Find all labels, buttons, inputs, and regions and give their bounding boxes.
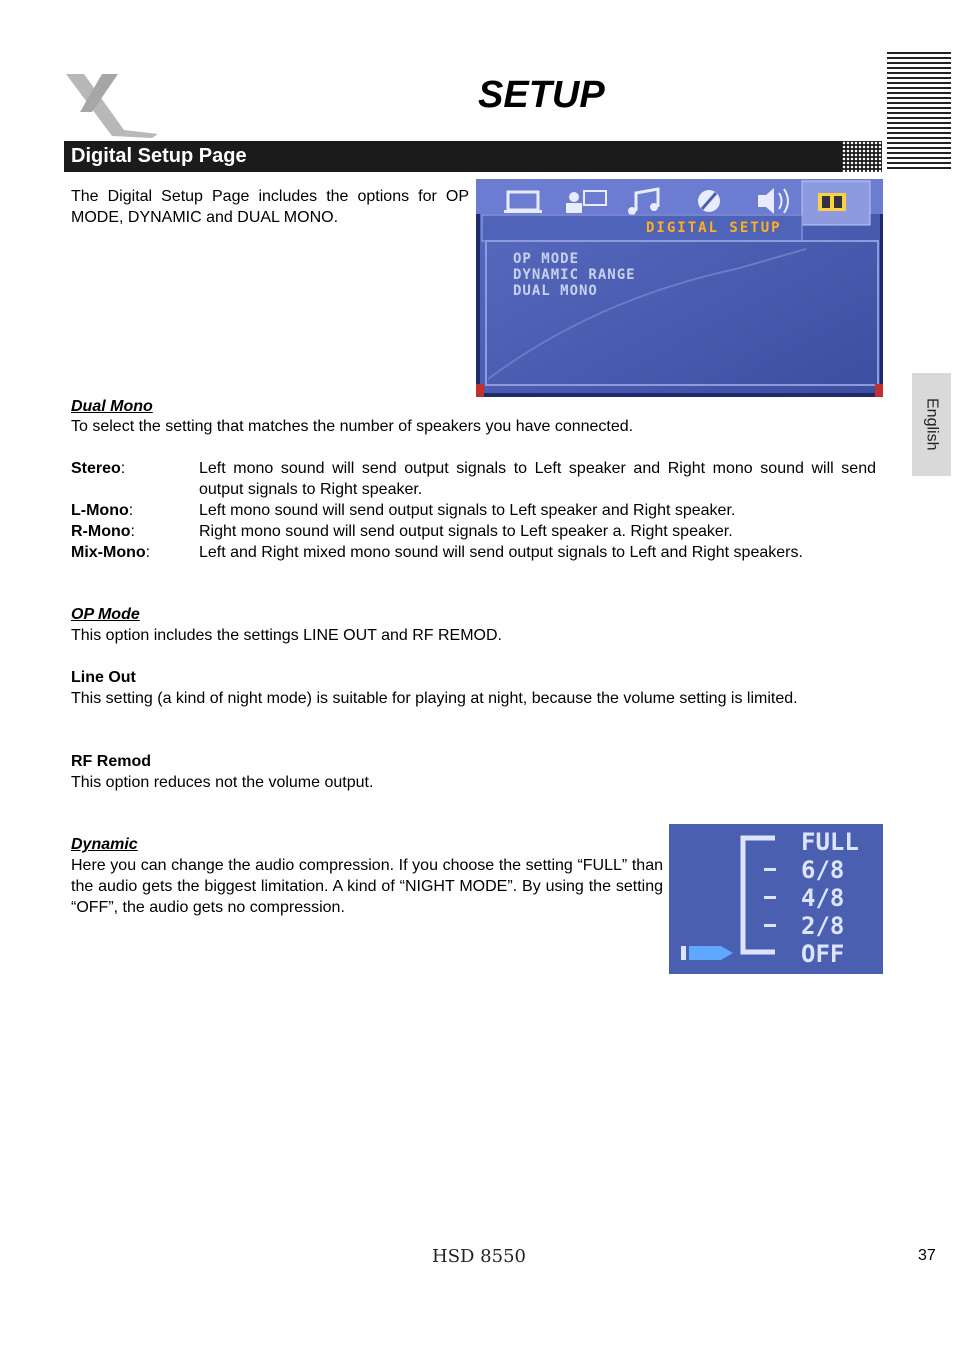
- definition-sep: :: [128, 502, 134, 519]
- brand-logo-icon: [62, 68, 162, 138]
- level-off: OFF: [801, 940, 845, 968]
- digital-setup-screenshot: [476, 179, 883, 397]
- rf-remod-text: This option reduces not the volume output.: [71, 774, 374, 791]
- definition-term: Mix-Mono: [71, 544, 146, 561]
- dot-pattern: [842, 141, 882, 172]
- section-title: Digital Setup Page: [71, 145, 247, 167]
- osd-item-op-mode: OP MODE: [513, 251, 580, 267]
- dual-mono-text: To select the setting that matches the number of speakers you have connected.: [71, 418, 634, 435]
- definition-desc: Left mono sound will send output signals to Left speaker and Right speaker.: [199, 502, 736, 519]
- definition-desc: Left mono sound will send output signals to Left speaker and Right mono sound will send output signals to Right speaker.: [199, 460, 876, 498]
- footer-model: HSD 8550: [432, 1246, 526, 1267]
- section-header-bar: [64, 141, 882, 172]
- dynamic-range-screenshot: [669, 824, 883, 974]
- definition-sep: :: [120, 460, 126, 477]
- osd-item-dual-mono: DUAL MONO: [513, 283, 598, 299]
- line-out-text: This setting (a kind of night mode) is suitable for playing at night, because the volume setting is limited.: [71, 690, 798, 707]
- definition-sep: :: [130, 523, 135, 540]
- language-tab: [912, 373, 951, 476]
- definition-term: Stereo: [71, 460, 121, 477]
- level-6-8: 6/8: [801, 856, 845, 884]
- dynamic-heading: Dynamic: [71, 836, 138, 853]
- decorative-stripes: [887, 52, 951, 182]
- definition-term: L-Mono: [71, 502, 129, 519]
- definition-desc: Right mono sound will send output signals to Left speaker a. Right speaker.: [199, 523, 733, 540]
- language-label: English: [923, 398, 941, 451]
- level-full: FULL: [801, 828, 859, 856]
- level-2-8: 2/8: [801, 912, 845, 940]
- dual-mono-heading: Dual Mono: [71, 398, 153, 415]
- op-mode-text: This option includes the settings LINE OUT and RF REMOD.: [71, 627, 502, 644]
- dolby-icon: [818, 193, 846, 211]
- video-icon: [698, 190, 720, 212]
- definition-sep: :: [145, 544, 151, 561]
- page-number: 37: [918, 1247, 936, 1264]
- definition-term: R-Mono: [71, 523, 131, 540]
- op-mode-heading: OP Mode: [71, 606, 140, 623]
- level-4-8: 4/8: [801, 884, 845, 912]
- osd-banner: DIGITAL SETUP: [646, 220, 782, 236]
- definition-desc: Left and Right mixed mono sound will send output signals to Left and Right speakers.: [199, 544, 803, 561]
- dynamic-text: Here you can change the audio compression. If you choose the setting “FULL” than the audio gets the biggest limitation. A kind of “NIGHT MODE”. By using the setting “OFF”, the audio gets no compression.: [71, 857, 663, 916]
- intro-paragraph: The Digital Setup Page includes the options for OP MODE, DYNAMIC and DUAL MONO.: [71, 188, 469, 226]
- line-out-heading: Line Out: [71, 669, 136, 686]
- rf-remod-heading: RF Remod: [71, 753, 151, 770]
- osd-item-dynamic-range: DYNAMIC RANGE: [513, 267, 636, 283]
- page-title: SETUP: [478, 74, 605, 116]
